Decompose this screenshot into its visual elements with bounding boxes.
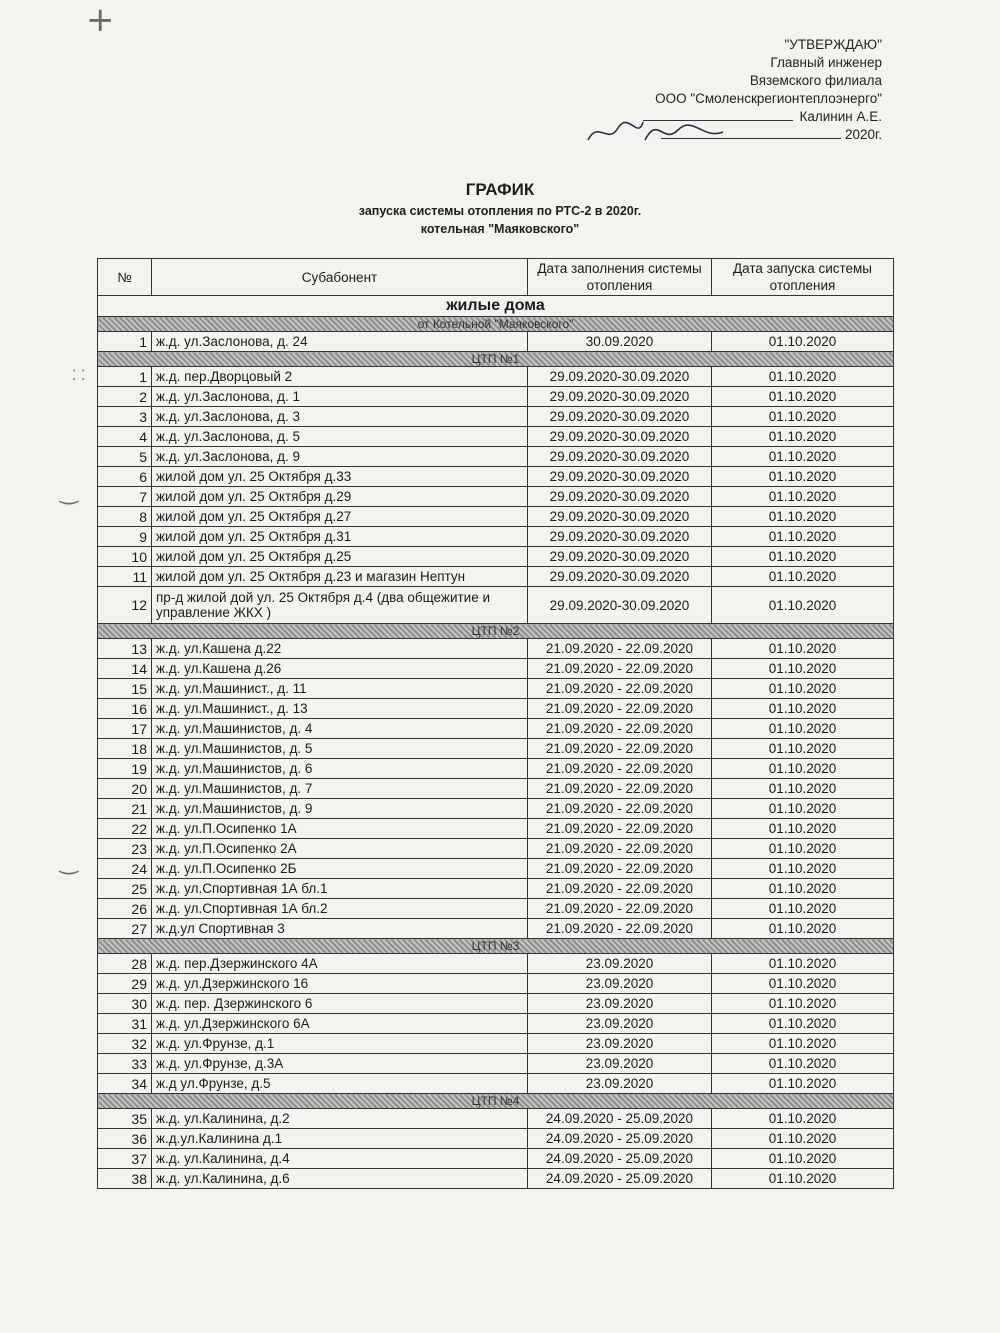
group-row — [98, 352, 894, 367]
row-fill-date: 29.09.2020-30.09.2020 — [528, 567, 712, 587]
row-start-date: 01.10.2020 — [712, 447, 894, 467]
row-number: 2 — [98, 387, 152, 407]
table-row — [98, 447, 894, 467]
row-fill-date: 21.09.2020 - 22.09.2020 — [528, 639, 712, 659]
approve-company: ООО "Смоленскрегионтеплоэнерго" — [655, 91, 882, 106]
row-fill-date: 29.09.2020-30.09.2020 — [528, 527, 712, 547]
cross-mark-icon: + — [86, 0, 115, 40]
row-fill-date: 21.09.2020 - 22.09.2020 — [528, 899, 712, 919]
table-row — [98, 1054, 894, 1074]
row-number: 28 — [98, 954, 152, 974]
header-start-date: Дата запуска системы отопления — [712, 259, 894, 296]
row-subscriber: ж.д. ул.Кашена д.26 — [152, 659, 528, 679]
row-start-date: 01.10.2020 — [712, 1129, 894, 1149]
table-row — [98, 387, 894, 407]
row-subscriber: ж.д. ул.П.Осипенко 2Б — [152, 859, 528, 879]
row-start-date: 01.10.2020 — [712, 427, 894, 447]
row-subscriber: ж.д. ул.Заслонова, д. 1 — [152, 387, 528, 407]
group-row — [98, 939, 894, 954]
row-subscriber: ж.д. ул.Заслонова, д. 9 — [152, 447, 528, 467]
row-number: 27 — [98, 919, 152, 939]
group-row — [98, 624, 894, 639]
row-number: 15 — [98, 679, 152, 699]
group-label: ЦТП №4 — [98, 1094, 894, 1109]
row-number: 18 — [98, 739, 152, 759]
row-start-date: 01.10.2020 — [712, 899, 894, 919]
row-fill-date: 29.09.2020-30.09.2020 — [528, 507, 712, 527]
document-subtitle: запуска системы отопления по РТС-2 в 2020г. — [358, 204, 642, 218]
row-number: 1 — [98, 367, 152, 387]
row-number: 6 — [98, 467, 152, 487]
row-start-date: 01.10.2020 — [712, 507, 894, 527]
table-row — [98, 954, 894, 974]
row-subscriber: ж.д. ул.П.Осипенко 1А — [152, 819, 528, 839]
row-fill-date: 29.09.2020-30.09.2020 — [528, 367, 712, 387]
row-start-date: 01.10.2020 — [712, 779, 894, 799]
row-number: 13 — [98, 639, 152, 659]
row-start-date: 01.10.2020 — [712, 1109, 894, 1129]
row-number: 25 — [98, 879, 152, 899]
table-row — [98, 332, 894, 352]
row-start-date: 01.10.2020 — [712, 467, 894, 487]
row-number: 20 — [98, 779, 152, 799]
row-fill-date: 21.09.2020 - 22.09.2020 — [528, 759, 712, 779]
row-subscriber: ж.д. ул.Дзержинского 16 — [152, 974, 528, 994]
row-start-date: 01.10.2020 — [712, 879, 894, 899]
row-subscriber: ж.д. ул.Машинист., д. 11 — [152, 679, 528, 699]
row-number: 8 — [98, 507, 152, 527]
row-subscriber: ж.д. ул.Спортивная 1А бл.1 — [152, 879, 528, 899]
row-start-date: 01.10.2020 — [712, 587, 894, 624]
row-number: 24 — [98, 859, 152, 879]
row-number: 22 — [98, 819, 152, 839]
row-fill-date: 21.09.2020 - 22.09.2020 — [528, 819, 712, 839]
table-row — [98, 467, 894, 487]
table-row — [98, 1149, 894, 1169]
row-fill-date: 24.09.2020 - 25.09.2020 — [528, 1149, 712, 1169]
table-row — [98, 779, 894, 799]
header-name: Субабонент — [152, 259, 528, 296]
group-row — [98, 1094, 894, 1109]
row-number: 1 — [98, 332, 152, 352]
row-start-date: 01.10.2020 — [712, 1169, 894, 1189]
table-row — [98, 407, 894, 427]
row-number: 11 — [98, 567, 152, 587]
row-start-date: 01.10.2020 — [712, 407, 894, 427]
table-row — [98, 994, 894, 1014]
row-fill-date: 21.09.2020 - 22.09.2020 — [528, 879, 712, 899]
row-number: 36 — [98, 1129, 152, 1149]
row-subscriber: ж.д. ул.Машинистов, д. 5 — [152, 739, 528, 759]
group-row — [98, 317, 894, 332]
schedule-table — [97, 258, 894, 1189]
row-number: 26 — [98, 899, 152, 919]
row-fill-date: 29.09.2020-30.09.2020 — [528, 467, 712, 487]
approve-branch: Вяземского филиала — [749, 73, 882, 88]
row-fill-date: 21.09.2020 - 22.09.2020 — [528, 659, 712, 679]
table-row — [98, 659, 894, 679]
row-start-date: 01.10.2020 — [712, 1034, 894, 1054]
row-number: 4 — [98, 427, 152, 447]
row-subscriber: ж.д. ул.Заслонова, д. 5 — [152, 427, 528, 447]
paren-mark-icon: ‿ — [60, 850, 78, 875]
row-start-date: 01.10.2020 — [712, 527, 894, 547]
row-subscriber: ж.д. пер.Дзержинского 4А — [152, 954, 528, 974]
row-subscriber: ж.д. ул.Калинина, д.4 — [152, 1149, 528, 1169]
table-row — [98, 367, 894, 387]
row-number: 31 — [98, 1014, 152, 1034]
row-number: 9 — [98, 527, 152, 547]
paren-mark-icon: ‿ — [60, 480, 78, 505]
table-row — [98, 1014, 894, 1034]
table-row — [98, 819, 894, 839]
row-number: 30 — [98, 994, 152, 1014]
row-number: 38 — [98, 1169, 152, 1189]
approve-position: Главный инженер — [770, 55, 882, 70]
row-fill-date: 29.09.2020-30.09.2020 — [528, 387, 712, 407]
row-start-date: 01.10.2020 — [712, 1149, 894, 1169]
row-start-date: 01.10.2020 — [712, 759, 894, 779]
table-row — [98, 799, 894, 819]
table-row — [98, 974, 894, 994]
row-fill-date: 29.09.2020-30.09.2020 — [528, 547, 712, 567]
row-subscriber: ж.д. ул.Калинина, д.6 — [152, 1169, 528, 1189]
row-number: 33 — [98, 1054, 152, 1074]
table-row — [98, 759, 894, 779]
row-subscriber: ж.д. ул.Машинистов, д. 4 — [152, 719, 528, 739]
row-start-date: 01.10.2020 — [712, 859, 894, 879]
row-start-date: 01.10.2020 — [712, 954, 894, 974]
row-subscriber: ж.д. ул.Спортивная 1А бл.2 — [152, 899, 528, 919]
table-row — [98, 699, 894, 719]
row-number: 37 — [98, 1149, 152, 1169]
row-start-date: 01.10.2020 — [712, 1074, 894, 1094]
row-start-date: 01.10.2020 — [712, 839, 894, 859]
row-subscriber: ж.д ул.Фрунзе, д.5 — [152, 1074, 528, 1094]
row-start-date: 01.10.2020 — [712, 974, 894, 994]
row-fill-date: 21.09.2020 - 22.09.2020 — [528, 859, 712, 879]
row-start-date: 01.10.2020 — [712, 659, 894, 679]
section-title: жилые дома — [98, 296, 894, 317]
row-subscriber: жилой дом ул. 25 Октября д.33 — [152, 467, 528, 487]
row-start-date: 01.10.2020 — [712, 1014, 894, 1034]
row-start-date: 01.10.2020 — [712, 819, 894, 839]
table-row — [98, 547, 894, 567]
table-row — [98, 1169, 894, 1189]
row-number: 19 — [98, 759, 152, 779]
row-start-date: 01.10.2020 — [712, 679, 894, 699]
group-label: ЦТП №3 — [98, 939, 894, 954]
row-start-date: 01.10.2020 — [712, 719, 894, 739]
row-subscriber: ж.д. ул.Кашена д.22 — [152, 639, 528, 659]
table-row — [98, 859, 894, 879]
signature-icon — [583, 110, 733, 150]
row-subscriber: жилой дом ул. 25 Октября д.31 — [152, 527, 528, 547]
row-start-date: 01.10.2020 — [712, 487, 894, 507]
group-label: ЦТП №1 — [98, 352, 894, 367]
row-start-date: 01.10.2020 — [712, 567, 894, 587]
table-row — [98, 1034, 894, 1054]
document-subtitle-boiler: котельная "Маяковского" — [420, 222, 580, 236]
table-row — [98, 739, 894, 759]
table-row — [98, 487, 894, 507]
row-subscriber: ж.д. пер. Дзержинского 6 — [152, 994, 528, 1014]
table-row — [98, 587, 894, 624]
row-fill-date: 23.09.2020 — [528, 994, 712, 1014]
table-row — [98, 919, 894, 939]
row-fill-date: 24.09.2020 - 25.09.2020 — [528, 1129, 712, 1149]
row-subscriber: жилой дом ул. 25 Октября д.23 и магазин Нептун — [152, 567, 528, 587]
row-subscriber: жилой дом ул. 25 Октября д.25 — [152, 547, 528, 567]
row-subscriber: ж.д. ул.Машинистов, д. 9 — [152, 799, 528, 819]
row-subscriber: ж.д. ул.Фрунзе, д.3А — [152, 1054, 528, 1074]
row-fill-date: 21.09.2020 - 22.09.2020 — [528, 739, 712, 759]
header-num: № — [98, 259, 152, 296]
table-row — [98, 639, 894, 659]
row-fill-date: 23.09.2020 — [528, 1034, 712, 1054]
section-row — [98, 296, 894, 317]
approve-signer: Калинин А.Е. — [643, 108, 882, 126]
row-fill-date: 21.09.2020 - 22.09.2020 — [528, 839, 712, 859]
row-fill-date: 29.09.2020-30.09.2020 — [528, 407, 712, 427]
row-number: 21 — [98, 799, 152, 819]
row-fill-date: 29.09.2020-30.09.2020 — [528, 427, 712, 447]
row-fill-date: 29.09.2020-30.09.2020 — [528, 447, 712, 467]
row-number: 32 — [98, 1034, 152, 1054]
row-subscriber: ж.д. ул.Фрунзе, д.1 — [152, 1034, 528, 1054]
row-fill-date: 23.09.2020 — [528, 1054, 712, 1074]
row-start-date: 01.10.2020 — [712, 799, 894, 819]
row-fill-date: 23.09.2020 — [528, 1074, 712, 1094]
row-fill-date: 23.09.2020 — [528, 974, 712, 994]
table-row — [98, 719, 894, 739]
row-number: 29 — [98, 974, 152, 994]
row-number: 14 — [98, 659, 152, 679]
row-fill-date: 21.09.2020 - 22.09.2020 — [528, 679, 712, 699]
row-subscriber: ж.д. ул.Заслонова, д. 3 — [152, 407, 528, 427]
dots-mark-icon: ⁚ ⁚ — [72, 368, 86, 384]
row-subscriber: ж.д. ул.Машинистов, д. 7 — [152, 779, 528, 799]
row-number: 5 — [98, 447, 152, 467]
row-subscriber: ж.д.ул.Калинина д.1 — [152, 1129, 528, 1149]
row-subscriber: ж.д. ул.Машинист., д. 13 — [152, 699, 528, 719]
row-subscriber: жилой дом ул. 25 Октября д.29 — [152, 487, 528, 507]
table-row — [98, 1109, 894, 1129]
row-fill-date: 23.09.2020 — [528, 954, 712, 974]
row-number: 35 — [98, 1109, 152, 1129]
row-start-date: 01.10.2020 — [712, 739, 894, 759]
row-fill-date: 21.09.2020 - 22.09.2020 — [528, 919, 712, 939]
table-row — [98, 527, 894, 547]
row-subscriber: жилой дом ул. 25 Октября д.27 — [152, 507, 528, 527]
table-row — [98, 567, 894, 587]
approve-heading: "УТВЕРЖДАЮ" — [784, 37, 882, 52]
row-number: 16 — [98, 699, 152, 719]
row-start-date: 01.10.2020 — [712, 387, 894, 407]
document-title: ГРАФИК — [465, 180, 535, 199]
row-number: 7 — [98, 487, 152, 507]
row-number: 23 — [98, 839, 152, 859]
row-number: 10 — [98, 547, 152, 567]
row-fill-date: 30.09.2020 — [528, 332, 712, 352]
row-fill-date: 24.09.2020 - 25.09.2020 — [528, 1169, 712, 1189]
table-row — [98, 427, 894, 447]
table-row — [98, 507, 894, 527]
header-fill-date: Дата заполнения системы отопления — [528, 259, 712, 296]
row-fill-date: 29.09.2020-30.09.2020 — [528, 587, 712, 624]
row-subscriber: пр-д жилой дой ул. 25 Октября д.4 (два общежитие и управление ЖКХ ) — [152, 587, 528, 624]
group-label: от Котельной "Маяковского" — [98, 317, 894, 332]
row-fill-date: 21.09.2020 - 22.09.2020 — [528, 699, 712, 719]
row-fill-date: 24.09.2020 - 25.09.2020 — [528, 1109, 712, 1129]
row-start-date: 01.10.2020 — [712, 639, 894, 659]
row-start-date: 01.10.2020 — [712, 547, 894, 567]
table-row — [98, 679, 894, 699]
row-subscriber: ж.д.ул Спортивная 3 — [152, 919, 528, 939]
row-start-date: 01.10.2020 — [712, 919, 894, 939]
row-number: 3 — [98, 407, 152, 427]
row-start-date: 01.10.2020 — [712, 994, 894, 1014]
row-subscriber: ж.д. пер.Дворцовый 2 — [152, 367, 528, 387]
row-number: 12 — [98, 587, 152, 624]
row-start-date: 01.10.2020 — [712, 1054, 894, 1074]
table-row — [98, 879, 894, 899]
row-fill-date: 21.09.2020 - 22.09.2020 — [528, 799, 712, 819]
row-start-date: 01.10.2020 — [712, 367, 894, 387]
table-row — [98, 1074, 894, 1094]
row-subscriber: ж.д. ул.Дзержинского 6А — [152, 1014, 528, 1034]
row-subscriber: ж.д. ул.П.Осипенко 2А — [152, 839, 528, 859]
row-subscriber: ж.д. ул.Калинина, д.2 — [152, 1109, 528, 1129]
table-row — [98, 899, 894, 919]
table-row — [98, 839, 894, 859]
table-row — [98, 1129, 894, 1149]
row-fill-date: 23.09.2020 — [528, 1014, 712, 1034]
row-fill-date: 29.09.2020-30.09.2020 — [528, 487, 712, 507]
approve-date: 2020г. — [643, 126, 882, 144]
row-subscriber: ж.д. ул.Заслонова, д. 24 — [152, 332, 528, 352]
row-fill-date: 21.09.2020 - 22.09.2020 — [528, 779, 712, 799]
row-number: 17 — [98, 719, 152, 739]
row-fill-date: 21.09.2020 - 22.09.2020 — [528, 719, 712, 739]
group-label: ЦТП №2 — [98, 624, 894, 639]
row-start-date: 01.10.2020 — [712, 699, 894, 719]
row-start-date: 01.10.2020 — [712, 332, 894, 352]
row-number: 34 — [98, 1074, 152, 1094]
approval-block — [643, 36, 882, 144]
table-header-row — [98, 259, 894, 296]
row-subscriber: ж.д. ул.Машинистов, д. 6 — [152, 759, 528, 779]
